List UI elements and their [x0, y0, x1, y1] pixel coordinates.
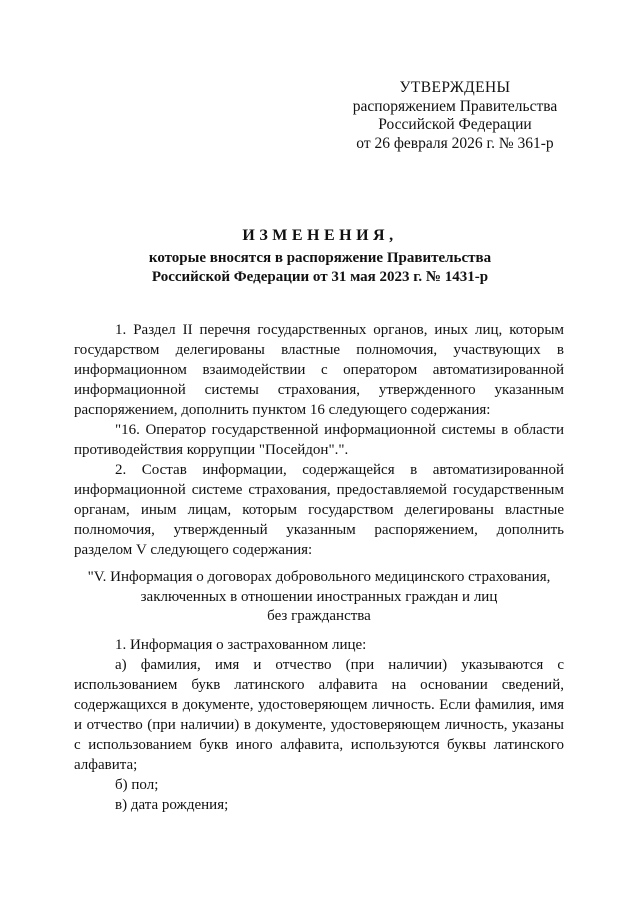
- document-subtitle-line-1: которые вносятся в распоряжение Правительства: [148, 250, 492, 266]
- approval-line-2: Российской Федерации: [378, 116, 532, 133]
- paragraph-2: "16. Оператор государственной информационной системы в области противодействия коррупции "Посейдон".".: [74, 422, 564, 458]
- paragraph-1: 1. Раздел II перечня государственных органов, иных лиц, которым государством делегированы властные полномочия, участвующих в информационном взаимодействии с оператором автоматизированной информационной системы страхования, утвержденного указанным распоряжением, дополнить пунктом 16 следующего содержания:: [74, 322, 564, 418]
- paragraph-3: 2. Состав информации, содержащейся в автоматизированной информационной системе страхования, предоставляемой государственным органам, иным лицам, которым государством делегированы властные полномочия, утвержденный указанным распоряжением, дополнить разделом V следующего содержания:: [74, 462, 564, 558]
- document-title: ИЗМЕНЕНИЯ,: [242, 227, 398, 244]
- section-v-heading-line-1: "V. Информация о договорах добровольного медицинского страхования,: [87, 569, 551, 585]
- document-subtitle: [0, 249, 640, 287]
- approval-line-1: распоряжением Правительства: [352, 97, 558, 115]
- approval-stamp: [340, 79, 570, 153]
- approval-title: УТВЕРЖДЕНЫ: [399, 79, 511, 96]
- document-subtitle-line-2: Российской Федерации от 31 мая 2023 г. № 1431-р: [151, 269, 489, 285]
- amendments-part-1: [74, 320, 564, 560]
- list-item-a: а) фамилия, имя и отчество (при наличии) указываются с использованием букв латинского алфавита на основании сведений, содержащихся в документе, удостоверяющем личность. Если фамилия, имя и отчество (при наличии) в документе, удостоверяющем личность, указаны с использованием букв иного алфавита, используются буквы латинского алфавита;: [74, 657, 564, 773]
- list-item-b: б) пол;: [115, 777, 159, 793]
- section-v-heading: [64, 568, 574, 627]
- list-item-1: 1. Информация о застрахованном лице:: [115, 637, 367, 653]
- section-v-heading-line-3: без гражданства: [267, 608, 371, 624]
- list-item-c: в) дата рождения;: [115, 797, 229, 813]
- amendments-part-2: [74, 635, 564, 815]
- section-v-heading-line-2: заключенных в отношении иностранных граждан и лиц: [140, 588, 498, 605]
- approval-line-3: от 26 февраля 2026 г. № 361-р: [356, 134, 554, 152]
